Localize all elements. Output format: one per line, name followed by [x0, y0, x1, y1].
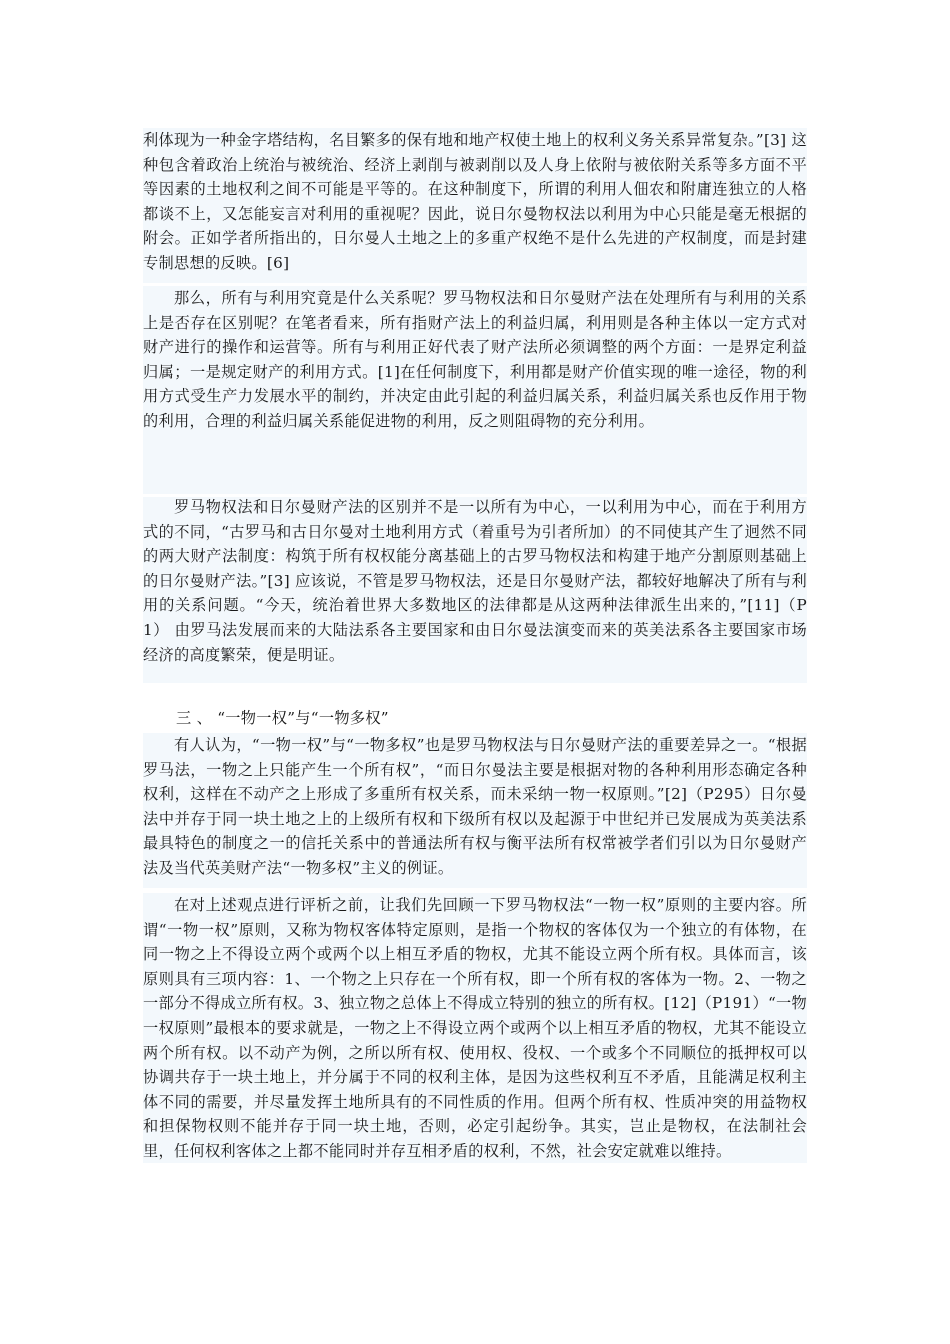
- paragraph-block-2: [143, 286, 807, 494]
- paragraph-1: 利体现为一种金字塔结构，名目繁多的保有地和地产权使土地上的权利义务关系异常复杂。”[3] 这种包含着政治上统治与被统治、经济上剥削与被剥削以及人身上依附与被依附关系等多方面不平等因素的土地权利之间不可能是平等的。在这种制度下，所谓的利用人佃农和附庸连独立的人格都谈不上，又怎能妄言对利用的重视呢？因此，说日尔曼物权法以利用为中心只能是毫无根据的附会。正如学者所指出的，日尔曼人土地之上的多重产权绝不是什么先进的产权制度，而是封建专制思想的反映。[6]: [143, 131, 807, 272]
- paragraph-block-3: [143, 497, 807, 683]
- section-heading: 三 、 “一物一权”与“一物多权”: [176, 709, 389, 727]
- paragraph-5: 在对上述观点进行评析之前，让我们先回顾一下罗马物权法“一物一权”原则的主要内容。所谓“一物一权”原则，又称为物权客体特定原则，是指一个物权的客体仅为一个独立的有体物，在同一物之上不得设立两个或两个以上相互矛盾的物权，尤其不能设立两个所有权。具体而言，该原则具有三项内容：1、一个物之上只存在一个所有权，即一个所有权的客体为一物。2、一物之一部分不得成立所有权。3、独立物之总体上不得成立特别的独立的所有权。[12]（P191）“一物一权原则”最根本的要求就是，一物之上不得设立两个或两个以上相互矛盾的物权，尤其不能设立两个所有权。以不动产为例，之所以所有权、使用权、役权、一个或多个不同顺位的抵押权可以协调共存于一块土地上，并分属于不同的权利主体，是因为这些权利互不矛盾，且能满足权利主体不同的需要，并尽量发挥土地所具有的不同性质的作用。但两个所有权、性质冲突的用益物权和担保物权则不能并存于同一块土地，否则，必定引起纷争。其实，岂止是物权，在法制社会里，任何权利客体之上都不能同时并存互相矛盾的权利，不然，社会安定就难以维持。: [143, 896, 807, 1160]
- paragraph-block-5: [143, 893, 807, 1163]
- paragraph-block-4: [143, 733, 807, 888]
- paragraph-3: 罗马物权法和日尔曼财产法的区别并不是一以所有为中心，一以利用为中心，而在于利用方式的不同，“古罗马和古日尔曼对土地利用方式（着重号为引者所加）的不同使其产生了迥然不同的两大财产法制度：构筑于所有权权能分离基础上的古罗马物权法和构建于地产分割原则基础上的日尔曼财产法。”[3] 应该说，不管是罗马物权法，还是日尔曼财产法，都较好地解决了所有与利用的关系问题。“今天，统治着世界大多数地区的法律都是从这两种法律派生出来的，”[11]（P1） 由罗马法发展而来的大陆法系各主要国家和由日尔曼法演变而来的英美法系各主要国家市场经济的高度繁荣，便是明证。: [143, 498, 807, 664]
- paragraph-block-1: [143, 128, 807, 283]
- paragraph-4: 有人认为，“一物一权”与“一物多权”也是罗马物权法与日尔曼财产法的重要差异之一。“根据罗马法，一物之上只能产生一个所有权”，“而日尔曼法主要是根据对物的各种利用形态确定各种权利，这样在不动产之上形成了多重所有权关系，而未采纳一物一权原则。”[2]（P295）日尔曼法中并存于同一块土地之上的上级所有权和下级所有权以及起源于中世纪并已发展成为英美法系最具特色的制度之一的信托关系中的普通法所有权与衡平法所有权常被学者们引以为日尔曼财产法及当代英美财产法“一物多权”主义的例证。: [143, 736, 807, 877]
- paragraph-2: 那么，所有与利用究竟是什么关系呢？罗马物权法和日尔曼财产法在处理所有与利用的关系上是否存在区别呢？在笔者看来，所有指财产法上的利益归属，利用则是各种主体以一定方式对财产进行的操作和运营等。所有与利用正好代表了财产法所必须调整的两个方面：一是界定利益归属；一是规定财产的利用方式。[1]在任何制度下，利用都是财产价值实现的唯一途径，物的利用方式受生产力发展水平的制约，并决定由此引起的利益归属关系，利益归属关系也反作用于物的利用，合理的利益归属关系能促进物的利用，反之则阻碍物的充分利用。: [143, 289, 807, 430]
